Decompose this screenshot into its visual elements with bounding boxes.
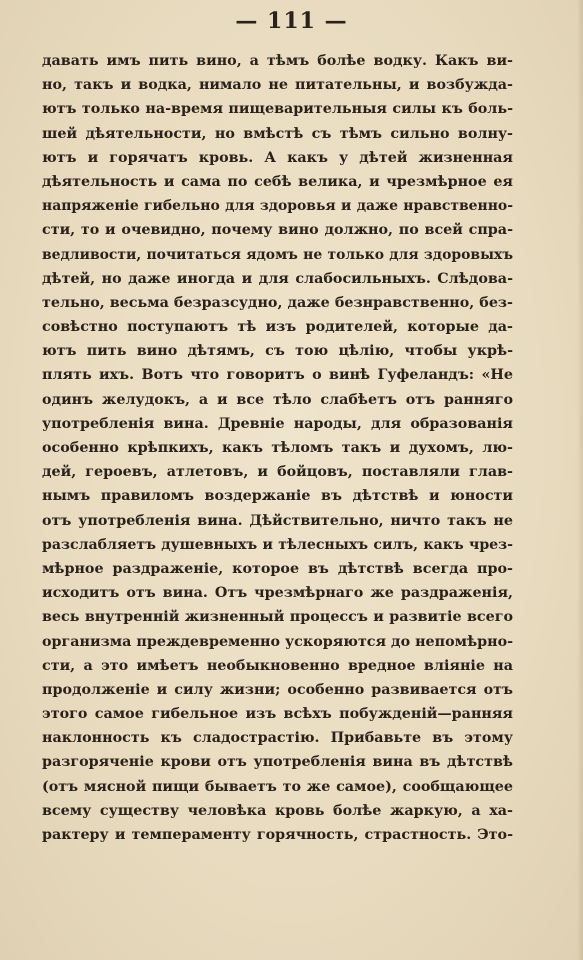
- text-line: исходитъ отъ вина. Отъ чрезмѣрнаго же раздраженія,: [42, 585, 513, 602]
- text-line: отъ употребленія вина. Дѣйствительно, ничто такъ не: [42, 512, 513, 529]
- text-line: дѣтей, но даже иногда и для слабосильныхъ. Слѣдова-: [42, 270, 513, 287]
- text-line: давать имъ пить вино, а тѣмъ болѣе водку. Какъ ви-: [42, 53, 513, 69]
- page-header: [0, 8, 583, 34]
- text-line: наклонность къ сладострастію. Прибавьте въ этому: [42, 730, 513, 747]
- text-line: (отъ мясной пищи бываетъ то же самое), сообщающее: [42, 778, 513, 795]
- header-dash-left: —: [235, 8, 268, 34]
- text-line: рактеру и темпераменту горячность, страстность. Это-: [42, 827, 513, 843]
- text-line: особенно крѣпкихъ, какъ тѣломъ такъ и духомъ, лю-: [42, 440, 513, 456]
- text-line: ведливости, почитаться ядомъ не только для здоровыхъ: [42, 246, 513, 263]
- text-line: плять ихъ. Вотъ что говоритъ о винѣ Гуфеландъ: «Не: [42, 367, 513, 384]
- text-line: ютъ пить вино дѣтямъ, съ тою цѣлію, чтобы укрѣ-: [42, 343, 513, 360]
- text-line: дей, героевъ, атлетовъ, и бойцовъ, поставляли глав-: [42, 464, 513, 481]
- text-line: всему существу человѣка кровь болѣе жаркую, а ха-: [42, 802, 513, 819]
- text-line: сти, то и очевидно, почему вино должно, по всей спра-: [42, 222, 513, 239]
- text-line: нымъ правиломъ воздержаніе въ дѣтствѣ и юности: [42, 488, 513, 505]
- text-line: этого самое гибельное изъ всѣхъ побужденій—ранняя: [42, 706, 513, 723]
- text-line: шей дѣятельности, но вмѣстѣ съ тѣмъ сильно волну-: [42, 125, 513, 142]
- text-line: но, такъ и водка, нимало не питательны, и возбужда-: [42, 77, 513, 94]
- body-text: [42, 49, 513, 847]
- page-edge-shadow: [577, 0, 583, 960]
- text-line: разслабляетъ душевныхъ и тѣлесныхъ силъ, какъ чрез-: [42, 536, 513, 553]
- page-number: 111: [267, 8, 316, 34]
- text-line: совѣстно поступаютъ тѣ изъ родителей, которые да-: [42, 319, 513, 336]
- text-line: сти, а это имѣетъ необыкновенно вредное вліяніе на: [42, 657, 513, 674]
- text-line: тельно, весьма безразсудно, даже безнравственно, без-: [42, 294, 513, 311]
- text-line: напряженіе гибельно для здоровья и даже нравственно-: [42, 198, 513, 215]
- text-line: дѣятельность и сама по себѣ велика, и чрезмѣрное ея: [42, 173, 513, 190]
- text-line: разгоряченіе крови отъ употребленія вина въ дѣтствѣ: [42, 754, 513, 771]
- text-line: продолженіе и силу жизни; особенно развивается отъ: [42, 681, 513, 698]
- text-line: ютъ и горячатъ кровь. А какъ у дѣтей жизненная: [42, 149, 513, 166]
- header-dash-right: —: [315, 8, 348, 34]
- text-line: одинъ желудокъ, а и все тѣло слабѣетъ отъ ранняго: [42, 391, 513, 408]
- text-line: организма преждевременно ускоряются до непомѣрно-: [42, 633, 514, 650]
- text-line: весь внутренній жизненный процессъ и развитіе всего: [42, 609, 513, 626]
- text-line: ютъ только на-время пищеварительныя силы къ боль-: [42, 101, 513, 118]
- text-line: мѣрное раздраженіе, которое въ дѣтствѣ всегда про-: [42, 560, 513, 577]
- text-line: употребленія вина. Древніе народы, для образованія: [42, 415, 513, 432]
